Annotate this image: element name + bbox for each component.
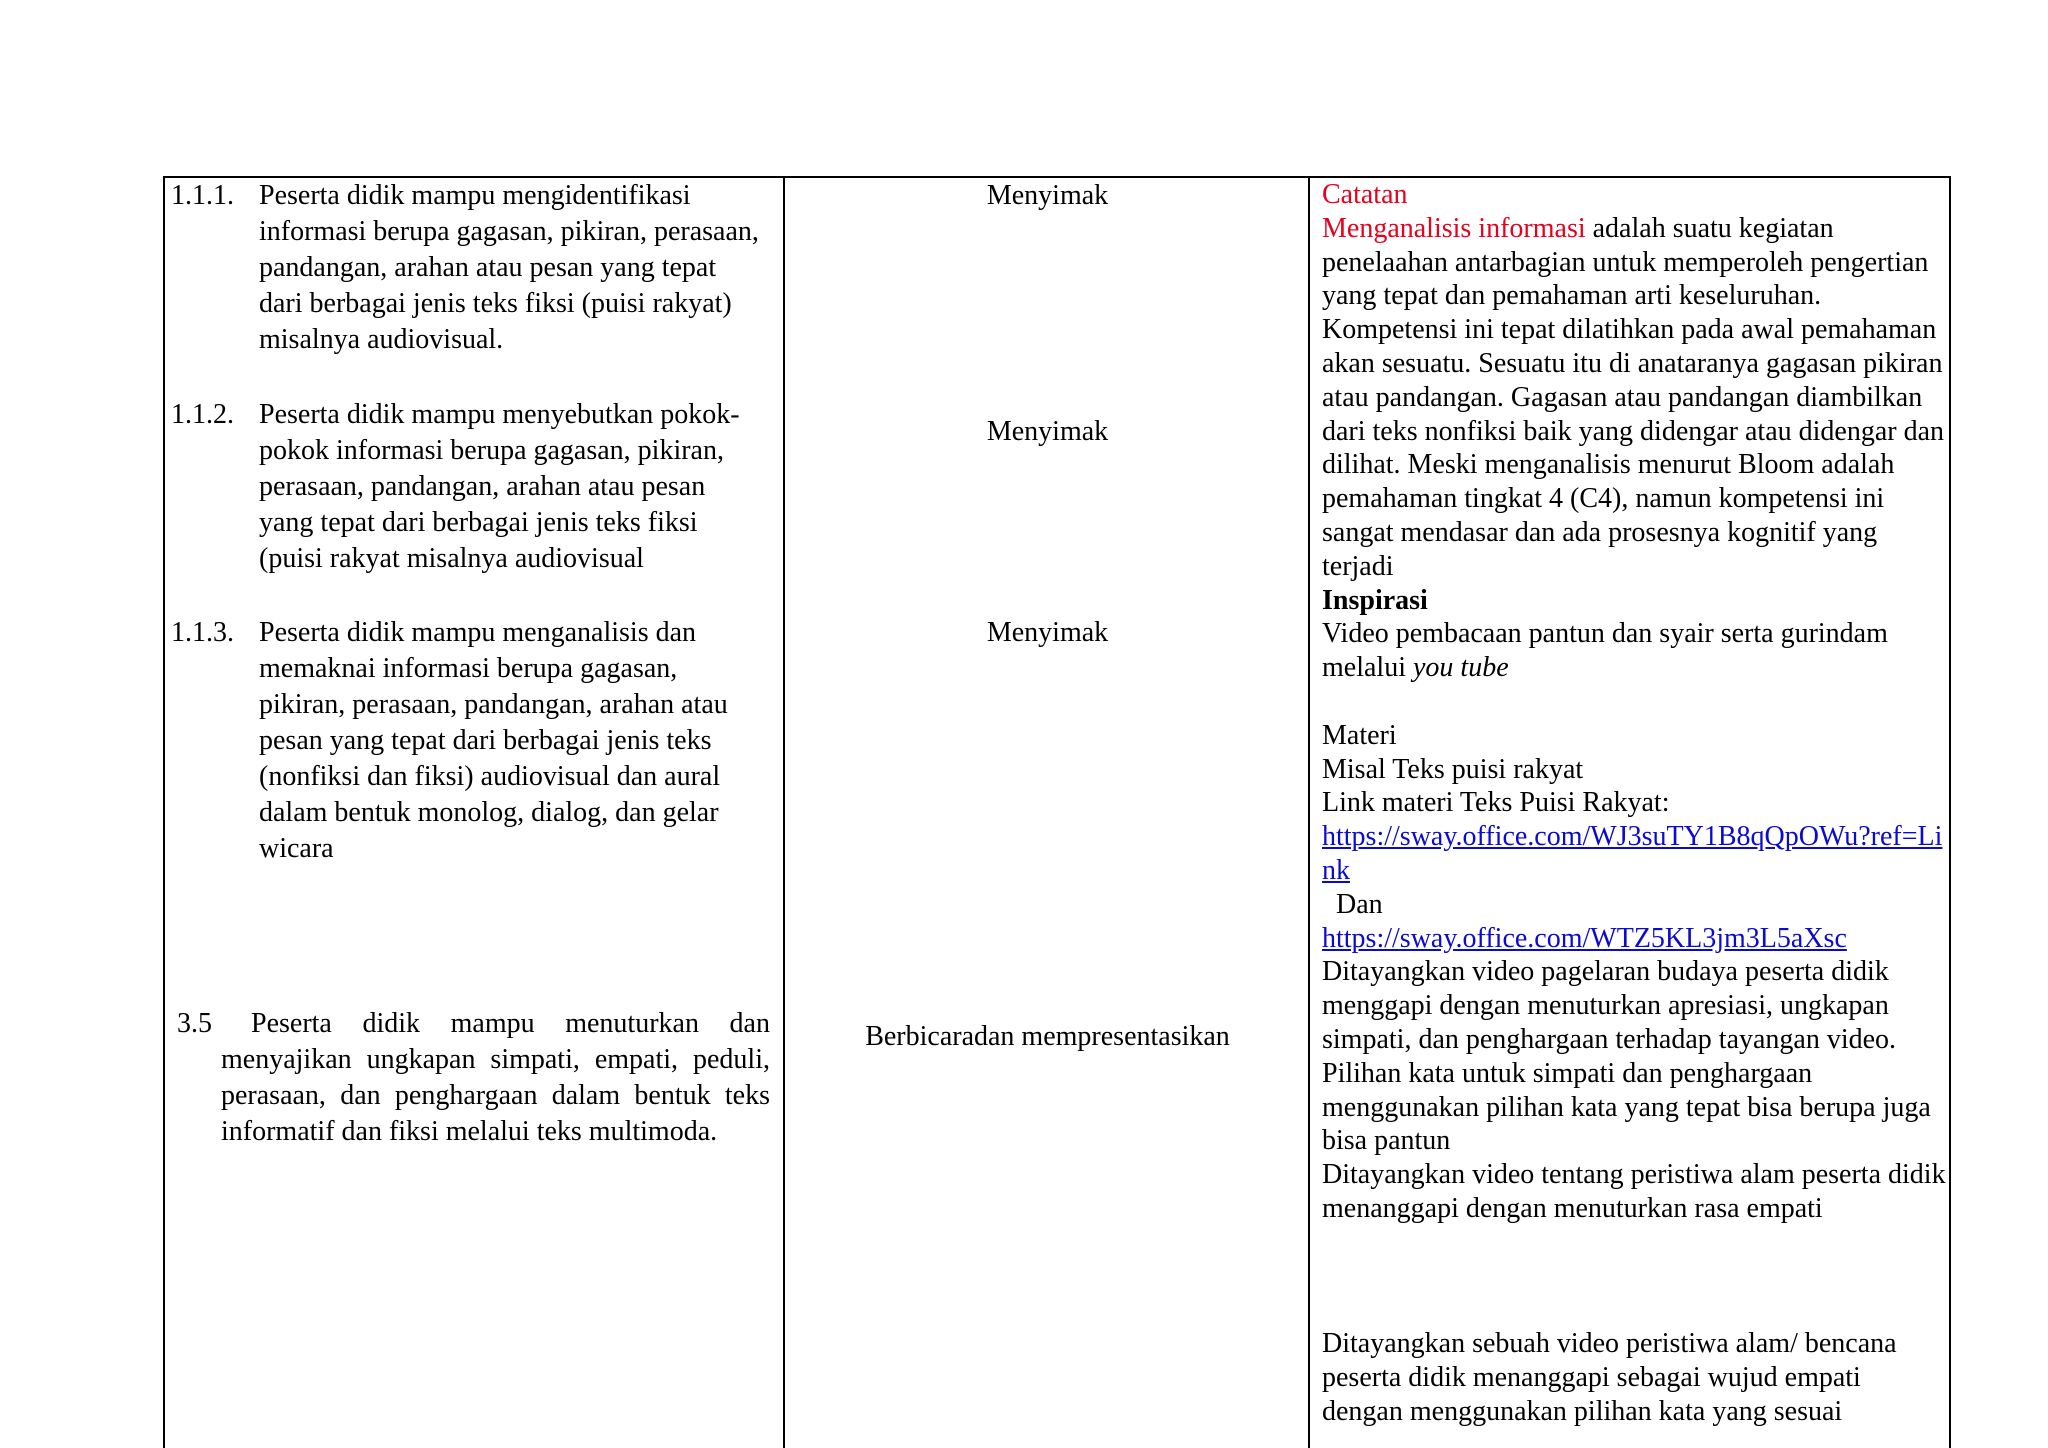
activity-paragraph-2: Ditayangkan video tentang peristiwa alam peserta didik menanggapi dengan menuturkan rasa empati bbox=[1322, 1159, 1946, 1224]
lesson-table bbox=[163, 176, 1951, 1448]
goal-3-5 bbox=[177, 1006, 770, 1150]
spacer bbox=[1322, 1260, 1947, 1294]
activity-paragraph-1: Ditayangkan video pagelaran budaya peserta didik menggapi dengan menuturkan apresiasi, ungkapan simpati, dan penghargaan terhadap tayangan video. Pilihan kata untuk simpati dan penghargaan menggunakan pilihan kata yang tepat bisa berupa juga bisa pantun bbox=[1322, 956, 1931, 1157]
definition-term: Menganalisis informasi bbox=[1322, 212, 1586, 244]
activity-paragraph-3: Ditayangkan sebuah video peristiwa alam/ bencana peserta didik menanggapi sebagai wujud empati dengan menggunakan pilihan kata yang sesuai bbox=[1322, 1328, 1897, 1427]
inspirasi-source: you tube bbox=[1412, 652, 1509, 684]
indicator-text: Peserta didik mampu menyebutkan pokok-pokok informasi berupa gagasan, pikiran, perasaan, pandangan, arahan atau pesan yang tepat dari berbagai jenis teks fiksi (puisi rakyat misalnya audiovisual bbox=[259, 399, 740, 574]
inspirasi-text: Video pembacaan pantun dan syair serta gurindam melalui bbox=[1322, 618, 1888, 684]
indicator-text: Peserta didik mampu menganalisis dan memaknai informasi berupa gagasan, pikiran, perasaan, pandangan, arahan atau pesan yang tepat dari berbagai jenis teks (nonfiksi dan fiksi) audiovisual dan aural dalam bentuk monolog, dialog, dan gelar wicara bbox=[259, 617, 728, 864]
goal-number: 3.5 bbox=[177, 1008, 212, 1039]
goals-column bbox=[165, 178, 785, 1448]
indicator-1-1-2 bbox=[171, 397, 761, 577]
indicator-number: 1.1.3. bbox=[171, 617, 234, 648]
materi-link-1[interactable]: https://sway.office.com/WJ3suTY1B8qQpOWu?ref=Link bbox=[1322, 821, 1943, 886]
dan-connector: Dan bbox=[1336, 888, 1383, 920]
spacer bbox=[1322, 1293, 1947, 1327]
notes-content bbox=[1322, 178, 1947, 1428]
skill-label: Berbicaradan mempresentasikan bbox=[865, 1021, 1230, 1052]
materi-example: Misal Teks puisi rakyat bbox=[1322, 753, 1584, 785]
inspirasi-heading: Inspirasi bbox=[1322, 584, 1428, 616]
skills-column bbox=[785, 178, 1310, 1448]
catatan-heading: Catatan bbox=[1322, 179, 1408, 210]
notes-column bbox=[1310, 178, 1951, 1448]
spacer bbox=[1322, 1226, 1947, 1260]
indicator-number: 1.1.2. bbox=[171, 399, 234, 430]
materi-heading: Materi bbox=[1322, 719, 1397, 751]
indicator-1-1-3 bbox=[171, 615, 761, 867]
skill-label: Menyimak bbox=[986, 617, 1109, 648]
materi-link-label: Link materi Teks Puisi Rakyat: bbox=[1322, 787, 1670, 819]
skill-label: Menyimak bbox=[986, 416, 1109, 447]
indicator-text: Peserta didik mampu mengidentifikasi informasi berupa gagasan, pikiran, perasaan, pandangan, arahan atau pesan yang tepat dari berbagai jenis teks fiksi (puisi rakyat) misalnya audiovisual. bbox=[259, 180, 759, 355]
inspirasi-paragraph bbox=[1322, 617, 1947, 685]
indicator-number: 1.1.1. bbox=[171, 180, 234, 211]
definition-text: adalah suatu kegiatan penelaahan antarbagian untuk memperoleh pengertian yang tepat dan pemahaman arti keseluruhan. Kompetensi ini tepat dilatihkan pada awal pemahaman akan sesuatu. Sesuatu itu di anataranya gagasan pikiran atau pandangan. Gagasan atau pandangan diambilkan dari teks nonfiksi baik yang didengar atau didengar dan dilihat. Meski menganalisis menurut Bloom adalah pemahaman tingkat 4 (C4), namun kompetensi ini sangat mendasar dan ada prosesnya kognitif yang terjadi bbox=[1322, 212, 1945, 582]
goal-text: Peserta didik mampu menuturkan dan menyajikan ungkapan simpati, empati, peduli, perasaan, dan penghargaan dalam bentuk teks informatif dan fiksi melalui teks multimoda. bbox=[221, 1008, 770, 1147]
skill-label: Menyimak bbox=[986, 180, 1109, 211]
materi-link-2[interactable]: https://sway.office.com/WTZ5KL3jm3L5aXsc bbox=[1322, 922, 1847, 954]
definition-paragraph bbox=[1322, 212, 1947, 584]
indicator-1-1-1 bbox=[171, 178, 761, 358]
spacer bbox=[1322, 685, 1947, 719]
